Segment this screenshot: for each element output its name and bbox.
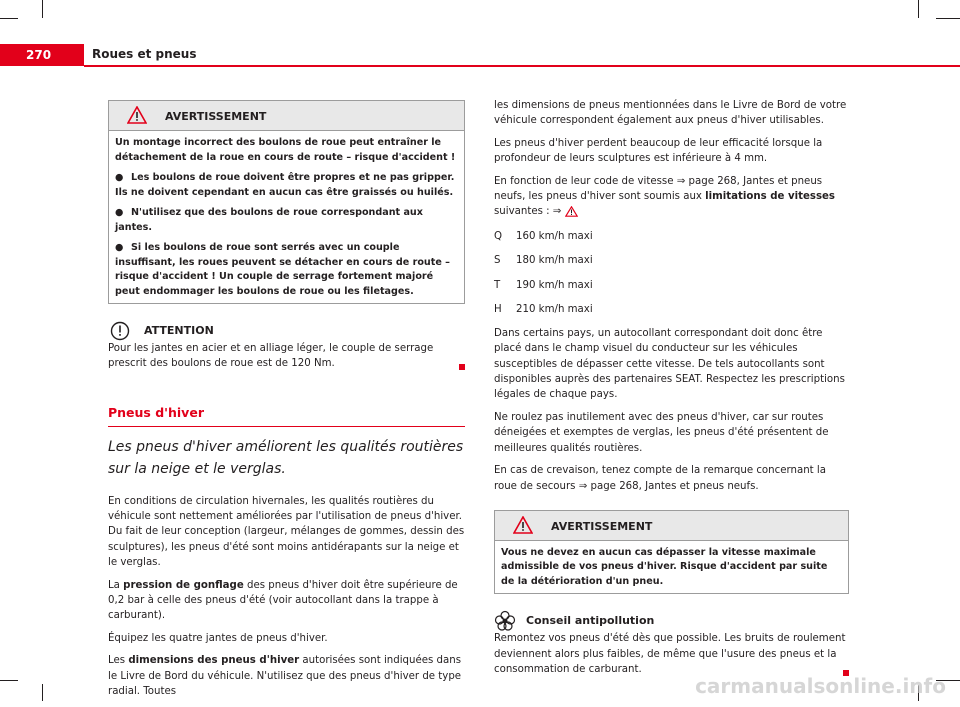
paragraph: En fonction de leur code de vitesse ⇒ page 268, Jantes et pneus neufs, les pneus d'hiver sont soumis aux limitations de vitesses suivantes : ⇒	[494, 175, 835, 218]
warning-box	[494, 510, 849, 595]
paragraph: La pression de gonflage des pneus d'hiver doit être supérieure de 0,2 bar à celle des pneus d'été (voir autocollant dans la trappe à carburant).	[108, 579, 458, 622]
end-marker	[459, 364, 465, 370]
page-number: 270	[0, 44, 84, 66]
warning-header	[109, 101, 464, 131]
warning-text: Vous ne devez en aucun cas dépasser la vitesse maximale admissible de vos pneus d'hiver. Risque d'accident par suite de la détérioration d'un pneu.	[501, 546, 828, 587]
header-rule	[84, 65, 960, 67]
crop-mark	[0, 680, 18, 681]
section-winter-tyres	[108, 405, 465, 699]
speed-item: H 210 km/h maxi	[494, 304, 593, 316]
warning-title: AVERTISSEMENT	[165, 110, 267, 123]
chapter-title: Roues et pneus	[92, 47, 197, 61]
warning-item: ● Si les boulons de roue sont serrés avec un couple insuffisant, les roues peuvent se détacher en cours de route – risque d'accident ! Un couple de serrage fortement majoré peut endommager les boulons de roue ou les filetages.	[115, 242, 450, 297]
left-column	[108, 100, 465, 707]
speed-item: Q 160 km/h maxi	[494, 230, 593, 242]
paragraph: les dimensions de pneus mentionnées dans le Livre de Bord de votre véhicule correspondent également aux pneus d'hiver utilisables.	[494, 100, 847, 127]
flower-icon	[494, 610, 516, 632]
paragraph: Les dimensions des pneus d'hiver autorisées sont indiquées dans le Livre de Bord du véhicule. N'utilisez que des pneus d'hiver de type radial. Toutes	[108, 655, 462, 698]
paragraph: En cas de crevaison, tenez compte de la remarque concernant la roue de secours ⇒ page 268, Jantes et pneus neufs.	[494, 465, 826, 492]
crop-mark	[42, 0, 43, 18]
paragraph: Dans certains pays, un autocollant correspondant doit donc être placé dans le champ visuel du conducteur sur les véhicules susceptibles de dépasser cette vitesse. De tels autocollants sont disponibles auprès des partenaires SEAT. Respectez les prescriptions légales de chaque pays.	[494, 327, 845, 401]
watermark: carmanualsonline.info	[695, 674, 946, 698]
warning-item: ● Les boulons de roue doivent être propres et ne pas gripper. Ils ne doivent cependant en aucun cas être graissés ou huilés.	[115, 172, 455, 198]
eco-text: Remontez vos pneus d'été dès que possible. Les bruits de roulement deviennent alors plus faibles, de même que l'usure des pneus et la consommation de carburant.	[494, 633, 846, 676]
attention-title: ATTENTION	[144, 324, 214, 337]
paragraph: Ne roulez pas inutilement avec des pneus d'hiver, car sur routes déneigées et exemptes de verglas, les pneus d'été présentent de meilleures qualités routières.	[494, 411, 829, 454]
crop-mark	[42, 684, 43, 701]
paragraph: En conditions de circulation hivernales, les qualités routières du véhicule sont nettement améliorées par l'utilisation de pneus d'hiver. Du fait de leur conception (largeur, mélanges de gommes, dessin des sculptures), les pneus d'été sont moins antidérapants sur la neige et le verglas.	[108, 495, 465, 569]
warning-ref-icon	[565, 206, 578, 217]
attention-icon	[110, 321, 130, 341]
eco-title: Conseil antipollution	[526, 614, 655, 628]
warning-title: AVERTISSEMENT	[551, 519, 653, 533]
warning-intro: Un montage incorrect des boulons de roue peut entraîner le détachement de la roue en cours de route – risque d'accident !	[115, 137, 456, 163]
warning-box	[108, 100, 465, 304]
warning-body	[495, 541, 848, 594]
crop-mark	[918, 0, 919, 18]
crop-mark	[936, 18, 960, 19]
paragraph: Équipez les quatre jantes de pneus d'hiver.	[108, 632, 328, 644]
attention-text: Pour les jantes en acier et en alliage léger, le couple de serrage prescrit des boulons de roue est de 120 Nm.	[108, 343, 434, 370]
warning-header	[495, 511, 848, 541]
warning-item: ● N'utilisez que des boulons de roue correspondant aux jantes.	[115, 207, 423, 233]
section-title: Pneus d'hiver	[108, 405, 465, 426]
warning-icon	[513, 516, 533, 534]
attention-note	[108, 321, 465, 375]
warning-body	[109, 131, 464, 303]
eco-tip	[494, 612, 849, 681]
speed-item: T 190 km/h maxi	[494, 279, 593, 291]
warning-icon	[127, 106, 147, 124]
speed-list	[494, 228, 849, 319]
right-column	[494, 98, 849, 681]
crop-mark	[0, 18, 18, 19]
section-lead: Les pneus d'hiver améliorent les qualités routières sur la neige et le verglas.	[108, 438, 464, 477]
paragraph: Les pneus d'hiver perdent beaucoup de leur efficacité lorsque la profondeur de leurs sculptures est inférieure à 4 mm.	[494, 137, 823, 165]
speed-item: S 180 km/h maxi	[494, 255, 593, 267]
